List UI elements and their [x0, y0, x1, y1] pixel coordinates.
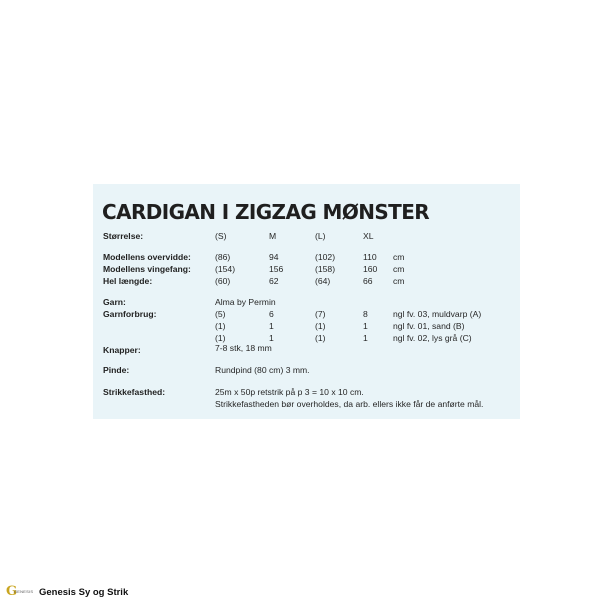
chest-l: (102)	[315, 252, 336, 262]
size-m: M	[269, 231, 277, 241]
length-label: Hel længde:	[103, 276, 153, 286]
yarn-c-xl: 1	[363, 333, 368, 343]
logo-g-icon: G	[6, 584, 18, 599]
chest-m: 94	[269, 252, 279, 262]
length-s: (60)	[215, 276, 231, 286]
size-s: (S)	[215, 231, 227, 241]
yarn-a-xl: 8	[363, 309, 368, 319]
chest-label: Modellens overvidde:	[103, 252, 191, 262]
yarn-b-s: (1)	[215, 321, 226, 331]
length-m: 62	[269, 276, 279, 286]
yarn-c-note: ngl fv. 02, lys grå (C)	[393, 333, 472, 343]
length-l: (64)	[315, 276, 331, 286]
pattern-info-card	[93, 184, 520, 419]
yarn-b-note: ngl fv. 01, sand (B)	[393, 321, 465, 331]
yarn-b-m: 1	[269, 321, 274, 331]
buttons-value: 7-8 stk, 18 mm	[215, 343, 272, 353]
yarn-a-l: (7)	[315, 309, 326, 319]
yarn-b-xl: 1	[363, 321, 368, 331]
yarn-value: Alma by Permin	[215, 297, 276, 307]
yarn-a-note: ngl fv. 03, muldvarp (A)	[393, 309, 482, 319]
needles-value: Rundpind (80 cm) 3 mm.	[215, 365, 310, 375]
buttons-label: Knapper:	[103, 345, 141, 355]
pattern-title: CARDIGAN I ZIGZAG MØNSTER	[102, 200, 430, 224]
length-unit: cm	[393, 276, 405, 286]
gauge-line-2: Strikkefastheden bør overholdes, da arb. ellers ikke får de anførte mål.	[215, 399, 484, 409]
wingspan-l: (158)	[315, 264, 336, 274]
size-l: (L)	[315, 231, 326, 241]
wingspan-label: Modellens vingefang:	[103, 264, 191, 274]
size-xl: XL	[363, 231, 374, 241]
wingspan-xl: 160	[363, 264, 378, 274]
chest-xl: 110	[363, 252, 377, 262]
yarn-c-s: (1)	[215, 333, 226, 343]
yarn-a-s: (5)	[215, 309, 226, 319]
yarn-b-l: (1)	[315, 321, 326, 331]
genesis-logo	[6, 584, 36, 599]
yarn-c-m: 1	[269, 333, 274, 343]
gauge-label: Strikkefasthed:	[103, 387, 166, 397]
chest-unit: cm	[393, 252, 405, 262]
length-xl: 66	[363, 276, 373, 286]
wingspan-unit: cm	[393, 264, 405, 274]
yarn-usage-label: Garnforbrug:	[103, 309, 157, 319]
gauge-line-1: 25m x 50p retstrik på p 3 = 10 x 10 cm.	[215, 387, 364, 397]
yarn-a-m: 6	[269, 309, 274, 319]
logo-wordmark: GENESIS	[14, 589, 34, 594]
wingspan-s: (154)	[215, 264, 236, 274]
footer-brand: Genesis Sy og Strik	[39, 586, 129, 598]
sizes-label: Størrelse:	[103, 231, 144, 241]
wingspan-m: 156	[269, 264, 284, 274]
footer	[6, 585, 128, 599]
chest-s: (86)	[215, 252, 231, 262]
needles-label: Pinde:	[103, 365, 130, 375]
yarn-label: Garn:	[103, 297, 126, 307]
yarn-c-l: (1)	[315, 333, 326, 343]
